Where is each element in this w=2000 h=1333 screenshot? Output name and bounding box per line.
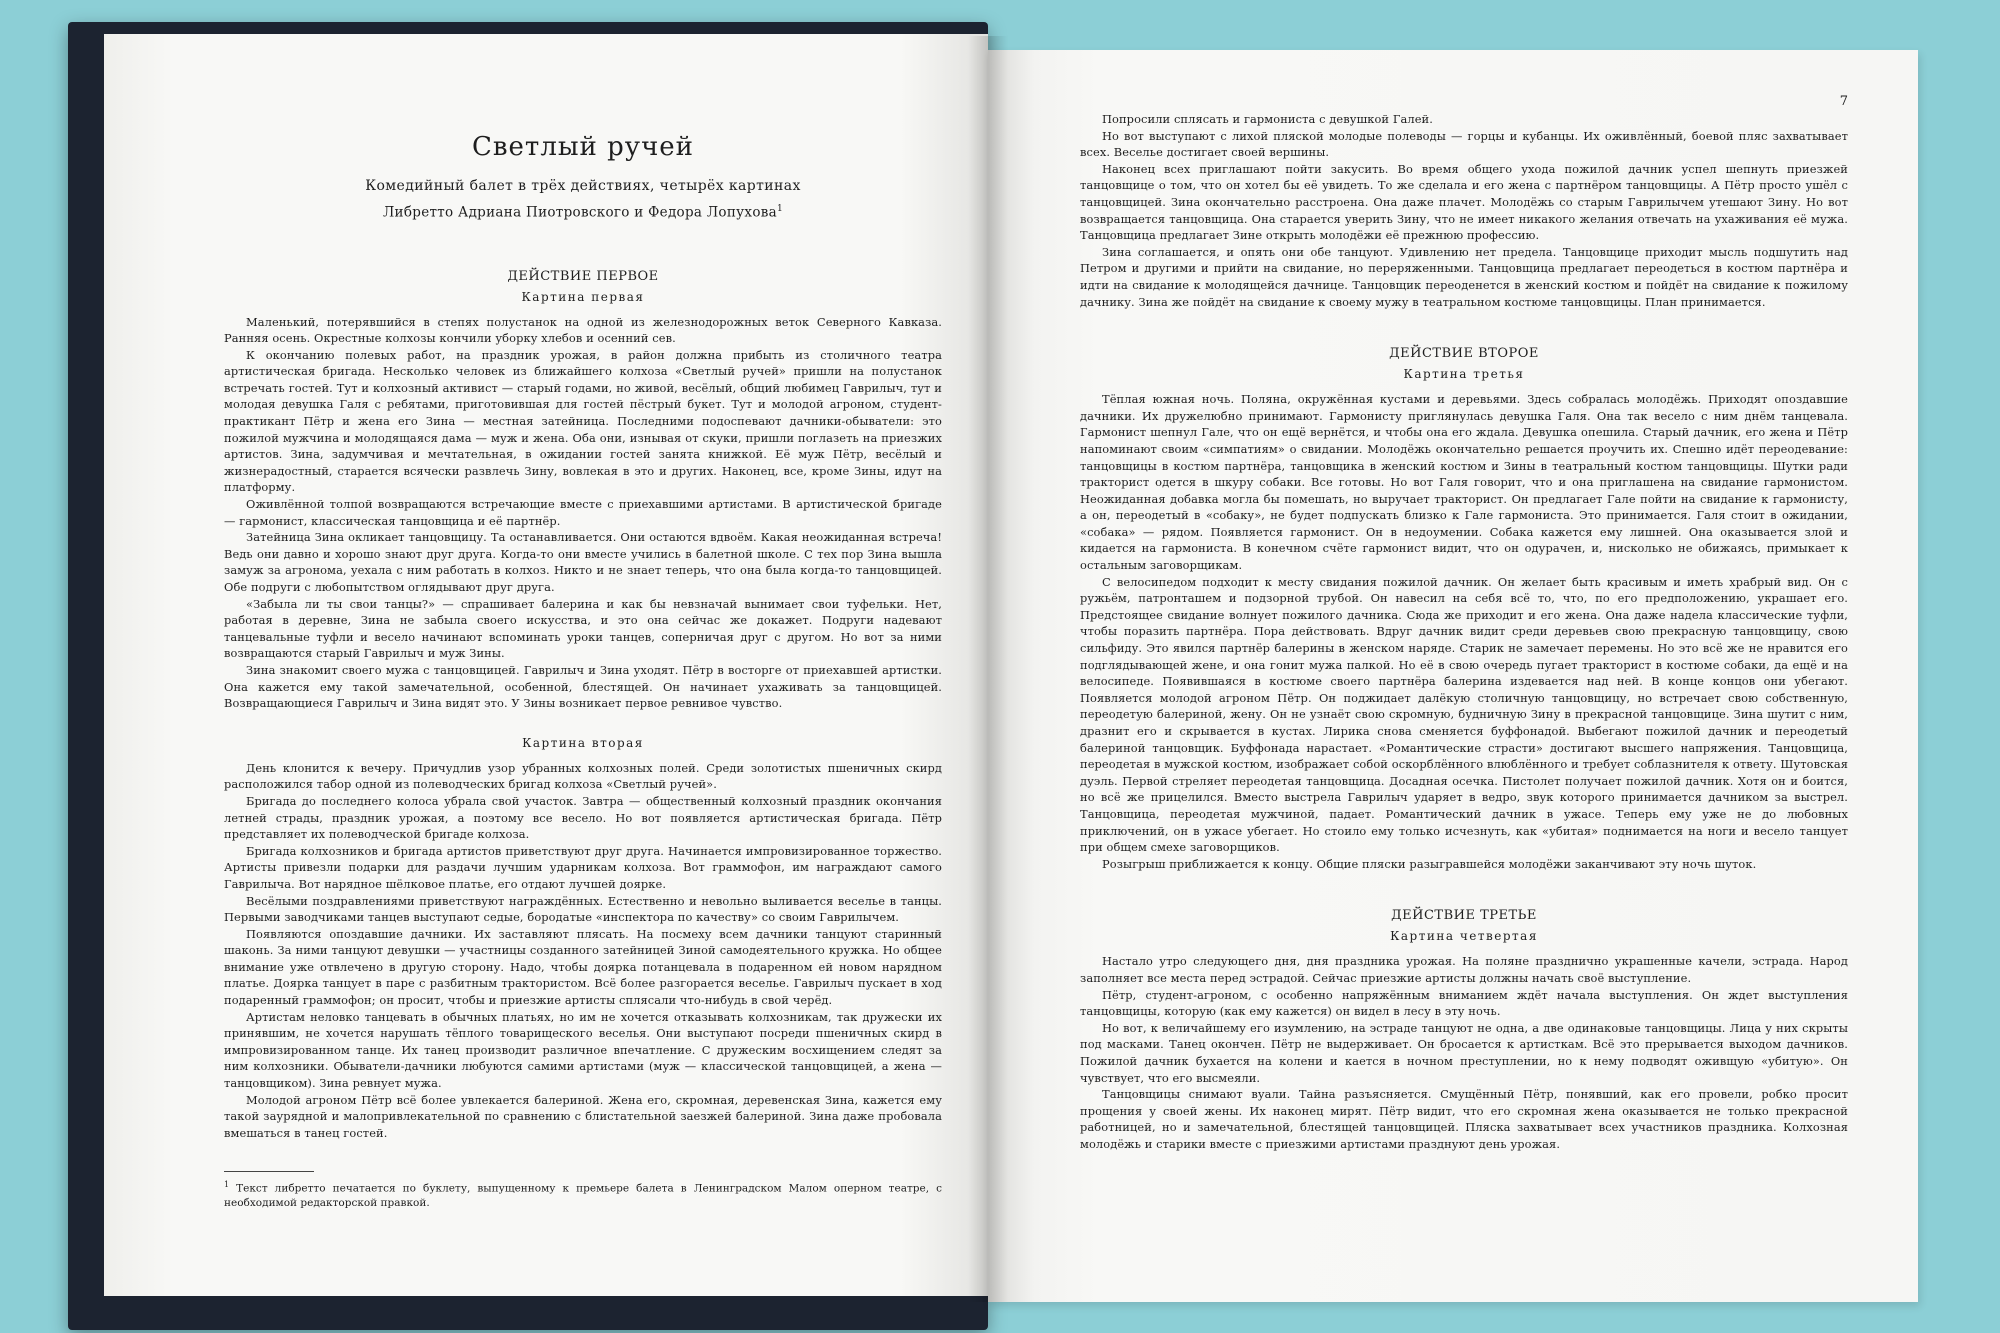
act-three-heading: ДЕЙСТВИЕ ТРЕТЬЕ [1391,908,1537,924]
paragraph: Пётр, студент-агроном, с особенно напряжённым вниманием ждёт начала выступления. Он ждет выступления танцовщицы, которую (как ему кажется) он видел в лесу в эту ночь. [1080,987,1848,1019]
paragraph: Танцовщицы снимают вуали. Тайна разъясняется. Смущённый Пётр, понявший, как его провели, робко просит прощения у своей жены. Их наконец мирят. Пётр видит, что его скромная жена оказывается не только прекрасной работницей, но и замечательной, блестящей танцовщицей. Пляска захватывает всех участников праздника. Колхозная молодёжь и старики вместе с приезжими артистами празднуют день урожая. [1080,1087,1848,1151]
paragraph: Молодой агроном Пётр всё более увлекается балериной. Жена его, скромная, деревенская Зина, кажется ему такой заурядной и малопривлекательной по сравнению с блистательной заезжей балериной. Зина даже пробовала вмешаться в танец гостей. [224,1092,942,1140]
paragraph: Весёлыми поздравлениями приветствуют награждённых. Естественно и невольно выливается веселье в танцы. Первыми заводчиками танцев выступают седые, бородатые «инспектора по качеству» со своим Гаврилычем. [224,893,942,925]
paragraph: К окончанию полевых работ, на праздник урожая, в район должна прибыть из столичного театра артистическая бригада. Несколько человек из ближайшего колхоза «Светлый ручей» пришли на полустанок встречать гостей. Тут и колхозный активист — старый годами, но живой, весёлый, общий любимец Гаврилыч, тут и молодая девушка Галя с ребятами, приготовившая для гостей пёстрый букет. Тут и молодой агроном, студент-практикант Пётр и жена его Зина — местная затейница. Последними подоспевают дачники-обыватели: это пожилой мужчина и молодящаяся дама — муж и жена. Оба они, изнывая от скуки, пришли поглазеть на приезжих артистов. Зина, задумчивая и мечтательная, в ожидании гостей занята книжкой. Её муж Пётр, весёлый и жизнерадостный, старается всячески развлечь Зину, вовлекая в это и других. Наконец, все, кроме Зины, идут на платформу. [224,347,942,495]
scene-four-heading: Картина четвертая [1390,929,1538,944]
paragraph: «Забыла ли ты свои танцы?» — спрашивает балерина и как бы невзначай вынимает свои туфельки. Нет, работая в деревне, Зина не забыла своего искусства, и это она сейчас же докажет. Подруги надевают танцевальные туфли и весело начинают вспоминать уроки танцев, соперничая друг с другом. Но вот за ними возвращаются старый Гаврилыч и муж Зины. [224,596,942,661]
paragraph: Розыгрыш приближается к концу. Общие пляски разыгравшейся молодёжи заканчивают эту ночь шуток. [1102,856,1757,871]
right-page [988,50,1918,1302]
paragraph: Тёплая южная ночь. Поляна, окружённая кустами и деревьями. Здесь собралась молодёжь. Приходят опоздавшие дачники. Их дружелюбно принимают. Гармонисту приглянулась девушка Галя. Она так весело с ним днём танцевала. Гармонист шепнул Гале, что он ещё вернётся, и чтобы она его ждала. Девушка опешила. Старый дачник, его жена и Пётр напоминают своим «симпатиям» о свидании. Молодёжь окончательно решается проучить их. Спешно идёт переодевание: танцовщицы в костюм партнёра, танцовщика в женский костюм и Зины в театральный костюм танцовщицы. Шутки ради тракторист одется в шкуру собаки. Все готовы. Но вот Галя говорит, что и она приглашена на свидание гармонистом. Неожиданная добавка могла бы помешать, но выручает тракторист. Он предлагает Гале пойти на свидание к гармонисту, а он, переодетый в «собаку», не будет подпускать близко к Гале гармониста. Это принимается. Галя стоит в ожидании, «собака» — рядом. Появляется гармонист. Он в недоумении. Собака кажется ему лишней. Она оказывается злой и кидается на гармониста. В конечном счёте гармонист видит, что он одурачен, и, нисколько не обижаясь, примыкает к остальным заговорщикам. [1080,392,1848,573]
paragraph: Но вот выступают с лихой пляской молодые полеводы — горцы и кубанцы. Их оживлённый, боевой пляс захватывает всех. Веселье достигает своей вершины. [1080,128,1848,160]
paragraph: Зина соглашается, и опять они обе танцуют. Удивлению нет предела. Танцовщице приходит мысль подшутить над Петром и другими и прийти на свидание, но переряженными. Танцовщица предлагает переодеться в костюм партнёра и идти на свидание к молодящейся дачнице. Танцовщик переоденется в женский костюм и пойдёт на свидание к пожилому дачнику. Зина же пойдёт на свидание к своему мужу в театральном костюме танцовщицы. План принимается. [1080,244,1848,309]
paragraph: Бригада до последнего колоса убрала свой участок. Завтра — общественный колхозный праздник окончания летней страды, праздник урожая, а поэтому все весело. Но вот появляется артистическая бригада. Пётр представляет их полеводческой бригаде колхоза. [224,793,942,842]
paragraph: Настало утро следующего дня, дня праздника урожая. На поляне празднично украшенные качели, эстрада. Народ заполняет все места перед эстрадой. Сейчас приезжие артисты должны начать своё выступление. [1080,954,1848,985]
act-one-heading: ДЕЙСТВИЕ ПЕРВОЕ [507,268,659,284]
book-gutter [968,36,1008,1302]
scene-three-heading: Картина третья [1403,367,1525,382]
paragraph: Маленький, потерявшийся в степях полустанок на одной из железнодорожных веток Северного Кавказа. Ранняя осень. Окрестные колхозы кончили уборку хлебов и осенний сев. [224,314,942,346]
page-number: 7 [1839,94,1848,109]
paragraph: Зина знакомит своего мужа с танцовщицей. Гаврилыч и Зина уходят. Пётр в восторге от приехавшей артистки. Она кажется ему такой замечательной, особенной, блестящей. Он начинает ухаживать за танцовщицей. Возвращающиеся Гаврилыч и Зина видят это. У Зины возникает первое ревнивое чувство. [224,662,942,711]
ballet-title: Светлый ручей [472,132,694,162]
act-two-heading: ДЕЙСТВИЕ ВТОРОЕ [1389,346,1539,362]
paragraph: Оживлённой толпой возвращаются встречающие вместе с приехавшими артистами. В артистической бригаде — гармонист, классическая танцовщица и её партнёр. [224,497,942,528]
paragraph: Появляются опоздавшие дачники. Их заставляют плясать. На посмеху всем дачники танцуют старинный шаконь. За ними танцуют девушки — участницы созданного затейницей Зиной самодеятельного кружка. Но общее внимание уже отвлечено в другую сторону. Надо, чтобы доярка потанцевала в подаренном ей новом нарядном платье. Доярка танцует в паре с разбитным трактористом. Всё более разгорается веселье. Гаврилыч пускает в ход подаренный граммофон; он просит, чтобы и приезжие артисты сплясали что-нибудь в свой черёд. [224,926,942,1008]
footnote-marker: 1 [777,204,784,214]
paragraph: Но вот, к величайшему его изумлению, на эстраде танцуют не одна, а две одинаковые танцовщицы. Лица у них скрыты под масками. Танец окончен. Пётр не выдерживает. Он бросается к артисткам. Всё это прерывается выходом дачников. Пожилой дачник бухается на колени и кается в ночном преступлении, но к нему подводят оживщую «убитую». Он чувствует, что его высмеяли. [1080,1020,1848,1085]
paragraph: Артистам неловко танцевать в обычных платьях, но им не хочется отказывать колхозникам, так дружески их принявшим, не хочется нарушать тёплого товарищеского веселья. Они выступают посреди пшеничных скирд в импровизированном танце. Их танец производит различное впечатление. С дружеским восхищением следят за ним колхозники. Обыватели-дачники любуются самими артистами (муж — классической танцовщицей, а жена — танцовщиком). Зина ревнует мужа. [224,1009,942,1091]
libretto-authors: Либретто Адриана Пиотровского и Федора Лопухова$^1$ [382,204,784,221]
paragraph: С велосипедом подходит к месту свидания пожилой дачник. Он желает быть красивым и иметь храбрый вид. Он с ружьём, патронташем и подзорной трубой. Он навесил на себя всё то, что, по его предположению, украшает его. Предстоящее свидание волнует пожилого дачника. Сюда же приходит и его жена. Она даже надела классические туфли, чтобы поразить партнёра. Пора действовать. Вдруг дачник видит среди деревьев свою прекрасную танцовщицу, свою сильфиду. Это явился партнёр балерины в женском наряде. Старик не замечает перемены. Но это всё же не нравится его подглядывающей жене, и она гонит мужа палкой. Но её в свою очередь пугает тракторист в костюме собаки, да ещё и на велосипеде. Появившаяся в костюме своего партнёра балерина издевается над ней. В конце концов они убегают. Появляется молодой агроном Пётр. Он поджидает далёкую столичную танцовщицу, но встречает свою собственную, переодетую балериной, жену. Он не узнаёт свою скромную, будничную Зину в прекрасной танцовщице. Зина шутит с ним, дразнит его и скрывается в кустах. Лирика снова сменяется буффонадой. Выбегают пожилой дачник и переодетый балериной танцовщик. Буффонада нарастает. «Романтические страсти» достигают высшего напряжения. Танцовщица, переодетая в мужской костюм, изображает собой оскорблённого влюблённого и требует соблазнителя к ответу. Шутовская дуэль. Первой стреляет переодетая танцовщица. Досадная осечка. Пистолет получает пожилой дачник. Хотя он и боится, но всё же прицелился. Вместо выстрела Гаврилыч ударяет в ведро, звук которого принимается дачником за выстрел. Танцовщица, переодетая мужчиной, падает. Романтический дачник в ужасе. Теперь ему уже не до любовных приключений, он в ужасе убегает. Но стоило ему только исчезнуть, как «убитая» поднимается на ноги и весело танцует при общем смехе заговорщиков. [1080,574,1848,855]
scene-two-heading: Картина вторая [522,735,644,750]
paragraph: День клонится к вечеру. Причудлив узор убранных колхозных полей. Среди золотистых пшеничных скирд расположился табор одной из полеводческих бригад колхоза «Светлый ручей». [224,760,942,792]
paragraph: Бригада колхозников и бригада артистов приветствуют друг друга. Начинается импровизированное торжество. Артисты привезли подарки для раздачи лучшим ударникам колхоза. Вот граммофон, им награждают самого Гаврилыча. Вот нарядное шёлковое платье, его отдают лучшей доярке. [224,843,942,891]
paragraph: Попросили сплясать и гармониста с девушкой Галей. [1102,112,1433,126]
footnote: $^1$ Текст либретто печатается по буклету, выпущенному к премьере балета в Ленинградском Малом оперном театре, с необходимой редакторской правкой. [224,1180,942,1209]
footnote-rule [224,1171,314,1172]
paragraph: Затейница Зина окликает танцовщицу. Та останавливается. Они остаются вдвоём. Какая неожиданная встреча! Ведь они давно и хорошо знают друг друга. Когда-то они вместе учились в балетной школе. С тех пор Зина вышла замуж за агронома, уехала с ним работать в колхоз. Никто и не знает теперь, что она была когда-то танцовщицей. Обе подруги с любопытством оглядывают друг друга. [224,530,942,594]
scene-one-heading: Картина первая [521,289,645,304]
left-page [104,34,988,1296]
ballet-subtitle: Комедийный балет в трёх действиях, четырёх картинах [365,178,801,194]
paragraph: Наконец всех приглашают пойти закусить. Во время общего ухода пожилой дачник успел шепнуть приезжей танцовщице о том, что он хотел бы её увидеть. То же сделала и его жена с партнёром танцовщицы. А Пётр просто ушёл с танцовщицей. Зина окончательно расстроена. Она даже плачет. Молодёжь со старым Гаврилычем утешают Зину. Но вот возвращается танцовщица. Она старается уверить Зину, что не имеет никакого желания отвечать на ухаживания её мужа. Танцовщица предлагает Зине открыть молодёжи её прежнюю профессию. [1080,161,1848,243]
